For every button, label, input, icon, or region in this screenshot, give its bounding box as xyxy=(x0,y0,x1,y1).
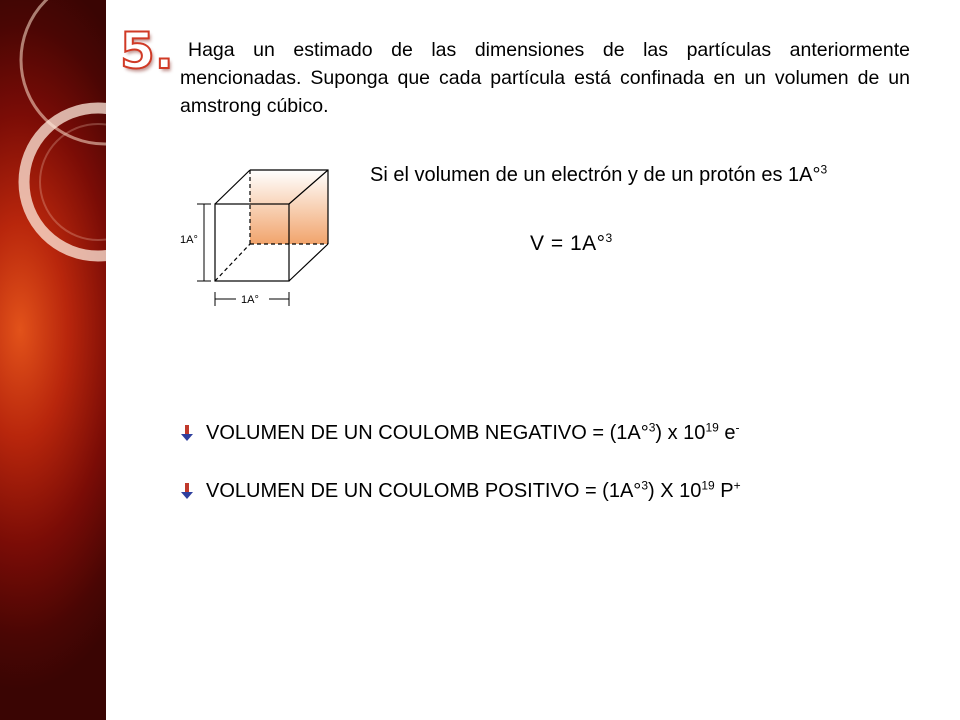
volume-statement: Si el volumen de un electrón y de un protón es 1A°$^3$ xyxy=(370,162,828,186)
height-dimension-marker xyxy=(197,204,211,281)
decorative-rings xyxy=(0,0,106,720)
cube-diagram xyxy=(170,158,370,318)
arrow-bullet-icon xyxy=(178,423,196,443)
height-label: 1A° xyxy=(180,234,198,246)
arrow-bullet-icon xyxy=(178,481,196,501)
width-label: 1A° xyxy=(241,294,259,306)
bullet-text-negative: VOLUMEN DE UN COULOMB NEGATIVO = (1A°$^3$) x $10^{19}$ e- xyxy=(206,419,740,444)
list-item xyxy=(178,476,741,506)
cube-edge xyxy=(215,170,250,204)
cube-edge xyxy=(289,244,328,281)
bullet-text-positive: VOLUMEN DE UN COULOMB POSITIVO = (1A°$^3$) X $10^{19}$ P+ xyxy=(206,477,741,502)
slide-number: 5. xyxy=(120,22,174,80)
volume-equation: V = 1A°$^3$ xyxy=(530,231,613,255)
decorative-side-panel xyxy=(0,0,106,720)
intro-paragraph: Haga un estimado de las dimensiones de las partículas anteriormente mencionadas. Suponga que cada partícula está confinada en un volumen de un amstrong cúbico. xyxy=(180,39,910,117)
cube-hidden-edge xyxy=(215,244,250,281)
list-item xyxy=(178,418,739,448)
